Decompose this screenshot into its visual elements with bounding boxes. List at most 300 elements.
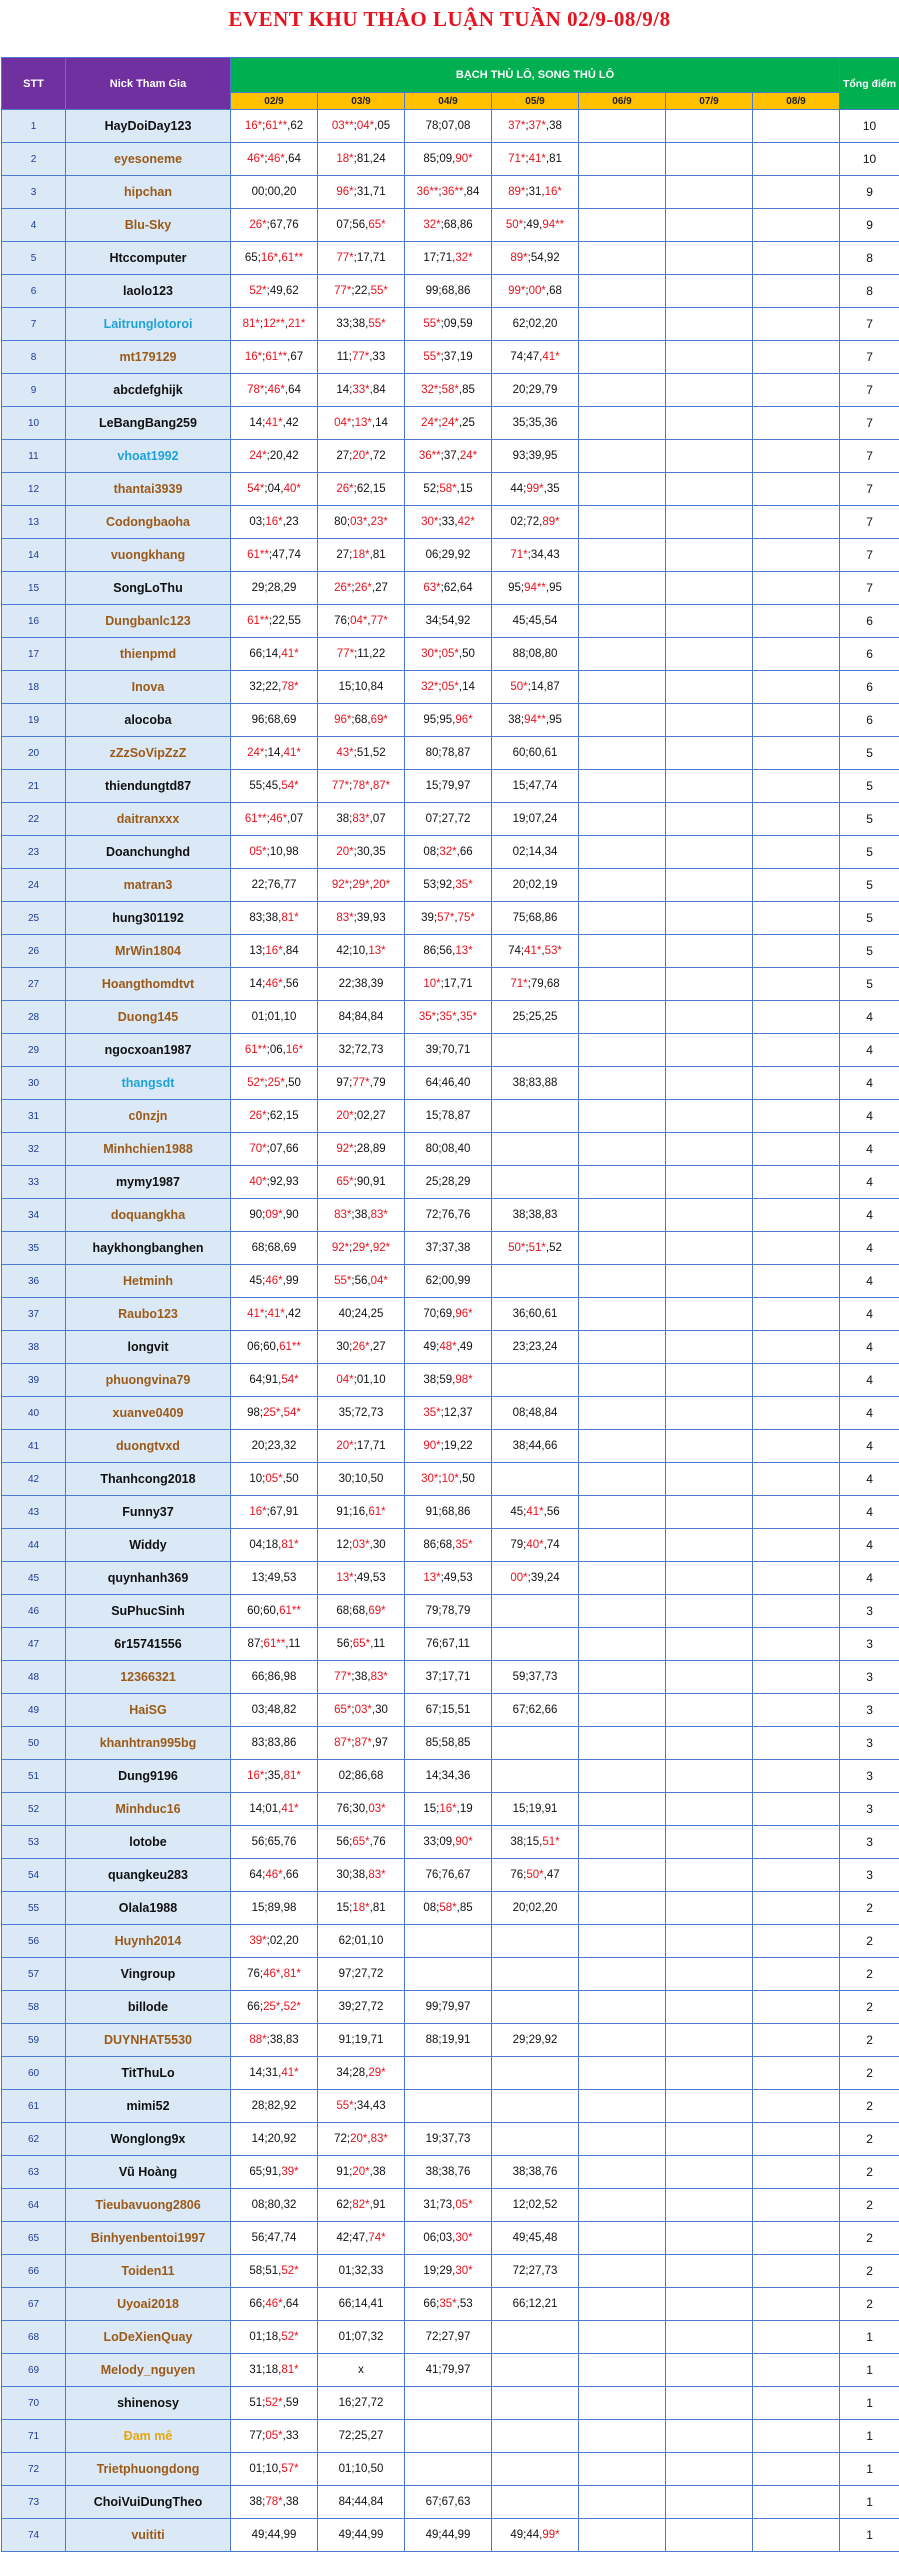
day-cell xyxy=(231,1463,318,1496)
number: 91 xyxy=(336,2166,350,2178)
nick-cell: doquangkha xyxy=(66,1199,231,1232)
number: 45 xyxy=(265,780,279,792)
number: 72 xyxy=(334,2133,347,2145)
number: ; xyxy=(266,1176,270,1188)
number: ; xyxy=(264,2133,268,2145)
total-score-cell: 9 xyxy=(840,209,899,242)
number: 42 xyxy=(336,2232,350,2244)
hit-number: 87* xyxy=(354,1737,372,1749)
nick-cell: thienpmd xyxy=(66,638,231,671)
number: ; xyxy=(262,2430,266,2442)
day-cell xyxy=(492,2255,579,2288)
total-score-cell: 7 xyxy=(840,407,899,440)
day-cell xyxy=(579,1760,666,1793)
day-cell xyxy=(753,1529,840,1562)
hit-number: 16* xyxy=(544,186,562,198)
day-cell xyxy=(405,2387,492,2420)
number: , xyxy=(454,285,458,297)
rank-cell: 15 xyxy=(2,572,66,605)
day-cell xyxy=(666,2189,753,2222)
day-cell xyxy=(579,176,666,209)
number: 20 xyxy=(544,318,558,330)
number: ; xyxy=(351,1044,355,1056)
table-row xyxy=(2,1166,899,1199)
day-cell xyxy=(492,2222,579,2255)
number: 00 xyxy=(267,186,281,198)
number: , xyxy=(454,2529,458,2541)
number: ; xyxy=(438,2529,442,2541)
number: 49 xyxy=(423,1341,437,1353)
number: , xyxy=(541,318,545,330)
day-cell xyxy=(579,2453,666,2486)
day-cell xyxy=(405,506,492,539)
number: ; xyxy=(436,483,440,495)
day-cell xyxy=(318,110,405,143)
number: 96 xyxy=(251,714,265,726)
number: 81 xyxy=(372,1902,386,1914)
number: 64 xyxy=(285,2298,299,2310)
table-row xyxy=(2,1727,899,1760)
day-cell xyxy=(405,1958,492,1991)
day-cell xyxy=(492,902,579,935)
number: 68 xyxy=(352,1605,366,1617)
day-cell xyxy=(666,704,753,737)
hit-number: 87* xyxy=(372,780,391,792)
number: , xyxy=(456,351,460,363)
hit-number: 25* xyxy=(267,1077,285,1089)
number: , xyxy=(282,2430,286,2442)
day-cell xyxy=(405,1925,492,1958)
number: , xyxy=(367,978,371,990)
day-cell xyxy=(579,1067,666,1100)
number: ; xyxy=(436,945,440,957)
number: 19 xyxy=(512,813,526,825)
number: 00 xyxy=(441,1275,455,1287)
hit-number: 03** xyxy=(331,120,354,132)
number: 14 xyxy=(249,2067,263,2079)
day-cell xyxy=(666,473,753,506)
table-row xyxy=(2,2090,899,2123)
number: , xyxy=(365,1869,369,1881)
number: 35 xyxy=(372,846,386,858)
day-cell xyxy=(318,1067,405,1100)
day-cell xyxy=(666,605,753,638)
number: , xyxy=(282,2397,286,2409)
nick-cell: Raubo123 xyxy=(66,1298,231,1331)
day-cell xyxy=(753,1199,840,1232)
number: 76 xyxy=(425,1869,439,1881)
day-cell xyxy=(492,275,579,308)
hit-number: 90* xyxy=(423,1440,441,1452)
number: 50 xyxy=(285,1473,299,1485)
number: , xyxy=(454,747,458,759)
hit-number: 18* xyxy=(352,1902,370,1914)
number: , xyxy=(545,1242,550,1254)
day-cell xyxy=(405,1430,492,1463)
number: ; xyxy=(353,252,357,264)
day-cell xyxy=(666,539,753,572)
hit-number: 65* xyxy=(352,1638,371,1650)
total-score-cell: 5 xyxy=(840,968,899,1001)
number: ; xyxy=(264,1737,268,1749)
number: 38 xyxy=(425,2166,439,2178)
table-row xyxy=(2,1232,899,1265)
number: ; xyxy=(523,1836,527,1848)
number: , xyxy=(539,2529,543,2541)
total-score-cell: 4 xyxy=(840,1529,899,1562)
day-cell xyxy=(318,803,405,836)
number: , xyxy=(369,2166,373,2178)
day-cell xyxy=(492,2156,579,2189)
rank-cell: 38 xyxy=(2,1331,66,1364)
number: 22 xyxy=(354,285,368,297)
number: 38 xyxy=(549,120,562,132)
number: 77 xyxy=(249,2430,263,2442)
number: ; xyxy=(264,2529,268,2541)
number: 17 xyxy=(441,1671,455,1683)
total-score-cell: 4 xyxy=(840,1430,899,1463)
number: , xyxy=(278,252,282,264)
day-cell xyxy=(492,1628,579,1661)
number: , xyxy=(541,912,545,924)
day-cell xyxy=(666,1397,753,1430)
number: , xyxy=(287,351,291,363)
day-cell xyxy=(579,1331,666,1364)
number: ; xyxy=(349,1605,353,1617)
day-cell xyxy=(492,605,579,638)
number: ; xyxy=(262,1539,266,1551)
day-cell xyxy=(579,2057,666,2090)
number: 32 xyxy=(354,2265,368,2277)
number: , xyxy=(369,1572,373,1584)
number: , xyxy=(282,1506,286,1518)
day-cell xyxy=(231,1529,318,1562)
number: , xyxy=(282,2496,286,2508)
number: 30 xyxy=(336,1341,350,1353)
number: 89 xyxy=(372,1143,386,1155)
total-score-cell: 7 xyxy=(840,308,899,341)
number: 66 xyxy=(285,1869,299,1881)
number: 62 xyxy=(512,318,526,330)
number: , xyxy=(369,813,373,825)
number: 11 xyxy=(357,648,370,660)
number: 72 xyxy=(512,2265,526,2277)
number: , xyxy=(454,1704,458,1716)
day-cell xyxy=(753,440,840,473)
day-cell xyxy=(666,1694,753,1727)
number: 86 xyxy=(267,1671,281,1683)
hit-number: 94** xyxy=(542,219,565,231)
day-cell xyxy=(579,869,666,902)
number: , xyxy=(367,615,371,627)
number: ; xyxy=(353,120,357,132)
total-score-cell: 4 xyxy=(840,1166,899,1199)
number: 87 xyxy=(546,681,560,693)
number: ; xyxy=(351,1473,355,1485)
hit-number: 55* xyxy=(334,1275,352,1287)
number: 50 xyxy=(370,1473,384,1485)
day-cell xyxy=(405,737,492,770)
number: , xyxy=(280,2100,284,2112)
number: 80 xyxy=(425,747,439,759)
number: 01 xyxy=(265,1803,279,1815)
hit-number: 52* xyxy=(281,2265,299,2277)
day-cell xyxy=(405,539,492,572)
number: ; xyxy=(351,2430,355,2442)
number: 73 xyxy=(370,1407,384,1419)
day-cell xyxy=(753,374,840,407)
hit-number: 41* xyxy=(267,1308,285,1320)
hit-number: 21* xyxy=(288,318,306,330)
leaderboard-table xyxy=(1,57,899,2552)
rank-cell: 67 xyxy=(2,2288,66,2321)
number: ; xyxy=(351,1209,355,1221)
number: ; xyxy=(264,879,268,891)
day-cell xyxy=(405,143,492,176)
number: , xyxy=(454,549,458,561)
day-cell xyxy=(579,1001,666,1034)
day-cell xyxy=(753,1496,840,1529)
number: 45 xyxy=(510,1506,524,1518)
number: , xyxy=(456,483,460,495)
hit-number: 77* xyxy=(334,285,352,297)
number: , xyxy=(282,1209,286,1221)
number: , xyxy=(541,648,545,660)
number: ; xyxy=(264,747,268,759)
hit-number: 46* xyxy=(269,813,288,825)
number: 38 xyxy=(528,1209,542,1221)
number: 20 xyxy=(283,186,297,198)
day-cell xyxy=(318,143,405,176)
day-cell xyxy=(579,902,666,935)
hit-number: 88* xyxy=(249,2034,267,2046)
hit-number: 70* xyxy=(249,1143,267,1155)
number: 68 xyxy=(336,1605,350,1617)
day-cell xyxy=(753,1958,840,1991)
hit-number: 51* xyxy=(528,1242,546,1254)
day-cell xyxy=(318,506,405,539)
total-score-cell: 5 xyxy=(840,836,899,869)
number: ; xyxy=(266,219,270,231)
day-cell xyxy=(231,1430,318,1463)
number: , xyxy=(539,516,543,528)
number: , xyxy=(367,1011,371,1023)
number: 35 xyxy=(546,483,560,495)
day-cell xyxy=(405,1826,492,1859)
day-cell xyxy=(753,2156,840,2189)
number: 40 xyxy=(338,1308,352,1320)
hit-number: 20* xyxy=(336,846,354,858)
number: ; xyxy=(349,450,353,462)
number: 38 xyxy=(441,2166,455,2178)
number: ; xyxy=(262,681,266,693)
number: , xyxy=(367,2298,371,2310)
number: , xyxy=(456,1407,460,1419)
table-row xyxy=(2,770,899,803)
rank-cell: 1 xyxy=(2,110,66,143)
number: , xyxy=(539,1836,543,1848)
number: , xyxy=(369,252,373,264)
number: , xyxy=(454,1209,458,1221)
number: 48 xyxy=(528,1407,542,1419)
number: 45 xyxy=(512,615,526,627)
number: 49 xyxy=(510,2529,524,2541)
day-cell xyxy=(492,935,579,968)
number: 19 xyxy=(425,2133,439,2145)
day-cell xyxy=(753,1100,840,1133)
rank-cell: 60 xyxy=(2,2057,66,2090)
day-cell xyxy=(231,1562,318,1595)
day-cell xyxy=(753,2420,840,2453)
nick-cell: mimi52 xyxy=(66,2090,231,2123)
number: ; xyxy=(438,615,442,627)
table-row xyxy=(2,1760,899,1793)
number: 92 xyxy=(283,2133,297,2145)
number: 93 xyxy=(285,1176,299,1188)
total-score-cell: 4 xyxy=(840,1100,899,1133)
number: ; xyxy=(264,1902,268,1914)
number: ; xyxy=(266,1143,270,1155)
day-cell xyxy=(231,2255,318,2288)
number: 76 xyxy=(441,1209,455,1221)
day-cell xyxy=(405,2288,492,2321)
number: 71 xyxy=(372,186,386,198)
number: , xyxy=(284,549,289,561)
rank-cell: 46 xyxy=(2,1595,66,1628)
day-cell xyxy=(492,803,579,836)
number: , xyxy=(280,2199,284,2211)
number: 95 xyxy=(549,714,562,726)
table-row xyxy=(2,605,899,638)
number: ; xyxy=(438,747,442,759)
number: 68 xyxy=(528,912,542,924)
day-cell xyxy=(579,2354,666,2387)
number: 72 xyxy=(425,2331,439,2343)
number: 44 xyxy=(354,2529,368,2541)
number: , xyxy=(543,1539,547,1551)
table-row xyxy=(2,473,899,506)
day-cell xyxy=(405,2189,492,2222)
number: 09 xyxy=(439,153,453,165)
number: ; xyxy=(349,318,353,330)
day-cell xyxy=(318,770,405,803)
day-cell xyxy=(753,1892,840,1925)
hit-number: 50* xyxy=(526,1869,544,1881)
number: ; xyxy=(438,2331,442,2343)
number: 24 xyxy=(544,813,558,825)
number: , xyxy=(456,582,460,594)
day-cell xyxy=(579,1430,666,1463)
number: , xyxy=(454,1242,458,1254)
number: , xyxy=(452,2232,456,2244)
number: ; xyxy=(351,1770,355,1782)
day-cell xyxy=(579,1034,666,1067)
number: , xyxy=(365,1506,369,1518)
number: ; xyxy=(349,1506,353,1518)
number: 54 xyxy=(441,615,455,627)
number: 36 xyxy=(457,1770,471,1782)
hit-number: 33* xyxy=(352,384,370,396)
table-row xyxy=(2,1100,899,1133)
number: ; xyxy=(433,912,438,924)
number: 14 xyxy=(462,681,475,693)
table-row xyxy=(2,1595,899,1628)
hit-number: 40* xyxy=(283,483,301,495)
day-cell xyxy=(492,2024,579,2057)
table-row xyxy=(2,176,899,209)
table-row xyxy=(2,143,899,176)
number: ; xyxy=(438,648,442,660)
day-cell xyxy=(318,1760,405,1793)
table-row xyxy=(2,1793,899,1826)
number: 15 xyxy=(336,1902,350,1914)
number: 67 xyxy=(425,1704,439,1716)
number: 74 xyxy=(546,1539,560,1551)
number: 27 xyxy=(354,1968,368,1980)
table-row xyxy=(2,407,899,440)
number: 66 xyxy=(544,1704,558,1716)
number: 31 xyxy=(356,186,370,198)
number: 69 xyxy=(439,1308,453,1320)
day-cell xyxy=(318,2354,405,2387)
day-cell xyxy=(405,473,492,506)
day-cell xyxy=(666,2420,753,2453)
number: 68 xyxy=(267,1242,281,1254)
number: , xyxy=(280,1671,284,1683)
number: 76 xyxy=(457,2166,471,2178)
day-cell xyxy=(231,1991,318,2024)
day-cell xyxy=(492,2321,579,2354)
rank-cell: 64 xyxy=(2,2189,66,2222)
day-cell xyxy=(579,2156,666,2189)
number: ; xyxy=(349,1803,353,1815)
nick-cell: Olala1988 xyxy=(66,1892,231,1925)
number: ; xyxy=(351,681,355,693)
day-cell xyxy=(753,1331,840,1364)
day-cell xyxy=(405,1760,492,1793)
number: 55 xyxy=(249,780,263,792)
nick-cell: Wonglong9x xyxy=(66,2123,231,2156)
nick-cell: Htccomputer xyxy=(66,242,231,275)
day-cell xyxy=(666,209,753,242)
number: ; xyxy=(438,1869,442,1881)
number: ; xyxy=(438,549,442,561)
rank-cell: 26 xyxy=(2,935,66,968)
number: 85 xyxy=(459,1902,473,1914)
number: , xyxy=(367,1407,371,1419)
number: , xyxy=(280,879,284,891)
day-cell xyxy=(318,2057,405,2090)
day-cell xyxy=(318,1826,405,1859)
number: , xyxy=(365,2232,369,2244)
day-cell xyxy=(318,374,405,407)
day-cell xyxy=(318,2123,405,2156)
number: ; xyxy=(264,1836,268,1848)
total-score-cell: 1 xyxy=(840,2321,899,2354)
day-cell xyxy=(753,1265,840,1298)
number: 56 xyxy=(546,1506,560,1518)
number: , xyxy=(454,1110,458,1122)
number: ; xyxy=(262,2496,266,2508)
number: 28 xyxy=(251,2100,265,2112)
number: ; xyxy=(520,945,525,957)
number: , xyxy=(278,1374,282,1386)
number: 91 xyxy=(372,1176,386,1188)
hit-number: 41* xyxy=(526,1506,544,1518)
number: ; xyxy=(353,186,357,198)
hit-number: 82* xyxy=(352,2199,370,2211)
number: 98 xyxy=(247,1407,260,1419)
